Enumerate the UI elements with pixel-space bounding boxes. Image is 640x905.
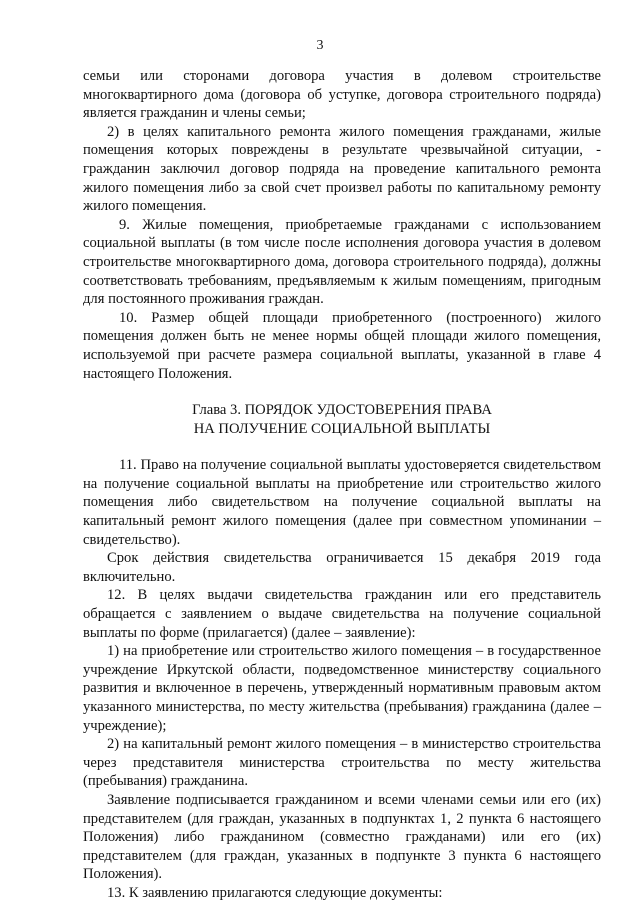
chapter-title-line-2: НА ПОЛУЧЕНИЕ СОЦИАЛЬНОЙ ВЫПЛАТЫ [193, 420, 491, 437]
paragraph-9: 9. Жилые помещения, приобретаемые гражданами с использованием социальной выплаты (в том числе после исполнения договора участия в долевом строительстве многоквартирного дома, договора строительного подряда), должны соответствовать требованиям, предъявляемым к жилым помещениям, пригодным для постоянного проживания граждан. [83, 216, 601, 308]
paragraph-12-item-2: 2) на капитальный ремонт жилого помещения – в министерство строительства через представителя министерства строительства по месту жительства (пребывания) гражданина. [83, 736, 601, 790]
page-number: 3 [316, 38, 324, 53]
paragraph-12: 12. В целях выдачи свидетельства гражданин или его представитель обращается с заявлением о выдаче свидетельства на получение социальной выплаты по форме (прилагается) (далее – заявление): [83, 587, 601, 641]
paragraph-signing: Заявление подписывается гражданином и всеми членами семьи или его (их) представителем (для граждан, указанных в подпунктах 1, 2 пункта 6 настоящего Положения) либо гражданином (совместно гражданами) или его (их) представителем (для граждан, указанных в подпункте 3 пункта 6 настоящего Положения). [83, 791, 601, 883]
paragraph-11: 11. Право на получение социальной выплаты удостоверяется свидетельством на получение социальной выплаты на приобретение или строительство жилого помещения либо свидетельством на получение социальной выплаты на капитальный ремонт жилого помещения (далее при совместном упоминании – свидетельство). [83, 457, 601, 548]
paragraph-13: 13. К заявлению прилагаются следующие документы: [107, 884, 443, 901]
chapter-title-line-1: Глава 3. ПОРЯДОК УДОСТОВЕРЕНИЯ ПРАВА [192, 402, 492, 419]
paragraph-continuation: семьи или сторонами договора участия в долевом строительстве многоквартирного дома (договора об уступке, договора строительного подряда) является гражданин и члены семьи; [83, 68, 601, 122]
chapter-heading [83, 401, 601, 438]
paragraph-10: 10. Размер общей площади приобретенного (построенного) жилого помещения должен быть не менее нормы общей площади жилого помещения, используемой при расчете размера социальной выплаты, указанной в главе 4 настоящего Положения. [83, 309, 601, 382]
paragraph-subitem-2: 2) в целях капитального ремонта жилого помещения гражданами, жилые помещения которых повреждены в результате чрезвычайной ситуации, - гражданин заключил договор подряда на проведение капитального ремонта жилого помещения либо за свой счет произвел работы по капитальному ремонту жилого помещения. [83, 123, 601, 215]
document-body [83, 67, 601, 903]
paragraph-12-item-1: 1) на приобретение или строительство жилого помещения – в государственное учреждение Иркутской области, подведомственное министерству социального развития и включенное в перечень, утвержденный нормативным правовым актом указанного министерства, по месту жительства (пребывания) гражданина (далее – учреждение); [83, 643, 601, 734]
paragraph-validity: Срок действия свидетельства ограничивается 15 декабря 2019 года включительно. [83, 550, 601, 585]
